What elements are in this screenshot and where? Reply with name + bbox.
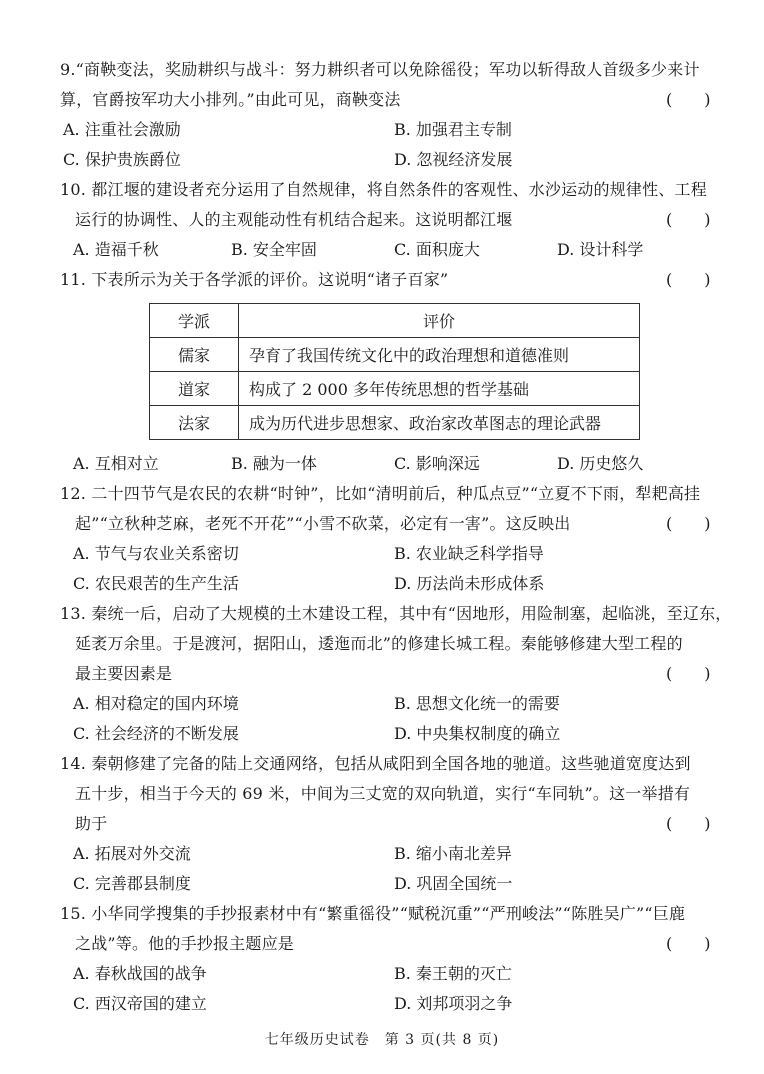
q11-option-d: D. 历史悠久 <box>557 454 644 473</box>
q14-option-c: C. 完善郡县制度 <box>73 874 191 893</box>
q9-option-b: B. 加强君主专制 <box>394 120 512 139</box>
q10-option-d: D. 设计科学 <box>557 240 644 259</box>
table-cell-school: 儒家 <box>150 338 239 372</box>
q9-option-a: A. 注重社会激励 <box>63 120 181 139</box>
q11-option-b: B. 融为一体 <box>231 454 317 473</box>
q9-stem-line-2: 算，官爵按军功大小排列。”由此可见，商鞅变法 <box>60 90 401 109</box>
table-row <box>150 372 640 406</box>
school-evaluation-table <box>149 303 640 440</box>
q10-stem-line-2: 运行的协调性、人的主观能动性有机结合起来。这说明都江堰 <box>75 210 513 229</box>
q15-option-a: A. 春秋战国的战争 <box>73 964 207 983</box>
q15-option-d: D. 刘邦项羽之争 <box>394 994 513 1013</box>
q13-option-c: C. 社会经济的不断发展 <box>73 724 239 743</box>
q13-option-b: B. 思想文化统一的需要 <box>394 694 560 713</box>
q13-stem-line-1: 13. 秦统一后，启动了大规模的土木建设工程，其中有“因地形，用险制塞，起临洮，至辽东， <box>60 604 732 623</box>
table-row <box>150 338 640 372</box>
table-cell-evaluation: 孕育了我国传统文化中的政治理想和道德准则 <box>239 338 640 372</box>
q10-option-b: B. 安全牢固 <box>231 240 317 259</box>
q14-answer-blank: ( ) <box>666 814 711 833</box>
q14-stem-line-3: 助于 <box>75 814 108 833</box>
q14-option-d: D. 巩固全国统一 <box>394 874 513 893</box>
q14-option-b: B. 缩小南北差异 <box>394 844 512 863</box>
q13-option-d: D. 中央集权制度的确立 <box>394 724 561 743</box>
q14-stem-line-1: 14. 秦朝修建了完备的陆上交通网络，包括从咸阳到全国各地的驰道。这些驰道宽度达到 <box>60 754 691 773</box>
q12-stem-line-2: 起”“立秋种芝麻，老死不开花”“小雪不砍菜，必定有一害”。这反映出 <box>75 514 571 533</box>
table-header-school: 学派 <box>150 304 239 338</box>
q9-option-d: D. 忽视经济发展 <box>394 150 513 169</box>
q15-stem-line-2: 之战”等。他的手抄报主题应是 <box>75 934 294 953</box>
table-header-evaluation: 评价 <box>239 304 640 338</box>
q13-option-a: A. 相对稳定的国内环境 <box>73 694 239 713</box>
table-header-row <box>150 304 640 338</box>
q12-stem-line-1: 12. 二十四节气是农民的农耕“时钟”，比如“清明前后，种瓜点豆”“立夏不下雨，犁耙高挂 <box>60 484 701 503</box>
q11-answer-blank: ( ) <box>666 270 711 289</box>
q11-stem-line-1: 11. 下表所示为关于各学派的评价。这说明“诸子百家” <box>60 270 449 289</box>
q15-option-c: C. 西汉帝国的建立 <box>73 994 207 1013</box>
table-cell-school: 道家 <box>150 372 239 406</box>
q10-option-c: C. 面积庞大 <box>394 240 480 259</box>
q12-option-a: A. 节气与农业关系密切 <box>73 544 239 563</box>
q12-option-b: B. 农业缺乏科学指导 <box>394 544 544 563</box>
q15-option-b: B. 秦王朝的灭亡 <box>394 964 512 983</box>
q12-option-d: D. 历法尚未形成体系 <box>394 574 545 593</box>
q12-option-c: C. 农民艰苦的生产生活 <box>73 574 239 593</box>
q13-stem-line-3: 最主要因素是 <box>75 664 173 683</box>
page-footer: 七年级历史试卷 第 3 页(共 8 页) <box>264 1032 500 1048</box>
q11-option-a: A. 互相对立 <box>73 454 159 473</box>
q15-stem-line-1: 15. 小华同学搜集的手抄报素材中有“繁重徭役”“赋税沉重”“严刑峻法”“陈胜吴广”“巨鹿 <box>60 904 686 923</box>
q14-stem-line-2: 五十步，相当于今天的 69 米，中间为三丈宽的双向轨道，实行“车同轨”。这一举措有 <box>75 784 691 803</box>
q12-answer-blank: ( ) <box>666 514 711 533</box>
q10-stem-line-1: 10. 都江堰的建设者充分运用了自然规律，将自然条件的客观性、水沙运动的规律性、工程 <box>60 180 707 199</box>
q10-answer-blank: ( ) <box>666 210 711 229</box>
q11-option-c: C. 影响深远 <box>394 454 480 473</box>
q9-option-c: C. 保护贵族爵位 <box>63 150 181 169</box>
table-row <box>150 406 640 440</box>
q13-stem-line-2: 延袤万余里。于是渡河，据阳山，逶迤而北”的修建长城工程。秦能够修建大型工程的 <box>75 634 683 653</box>
table-cell-evaluation: 构成了 2 000 多年传统思想的哲学基础 <box>239 372 640 406</box>
q15-answer-blank: ( ) <box>666 934 711 953</box>
q14-option-a: A. 拓展对外交流 <box>73 844 191 863</box>
q9-stem-line-1: 9.“商鞅变法，奖励耕织与战斗：努力耕织者可以免除徭役；军功以斩得敌人首级多少来计 <box>60 60 700 79</box>
q13-answer-blank: ( ) <box>666 664 711 683</box>
q9-answer-blank: ( ) <box>666 90 711 109</box>
table-cell-evaluation: 成为历代进步思想家、政治家改革图志的理论武器 <box>239 406 640 440</box>
q10-option-a: A. 造福千秋 <box>73 240 159 259</box>
table-cell-school: 法家 <box>150 406 239 440</box>
